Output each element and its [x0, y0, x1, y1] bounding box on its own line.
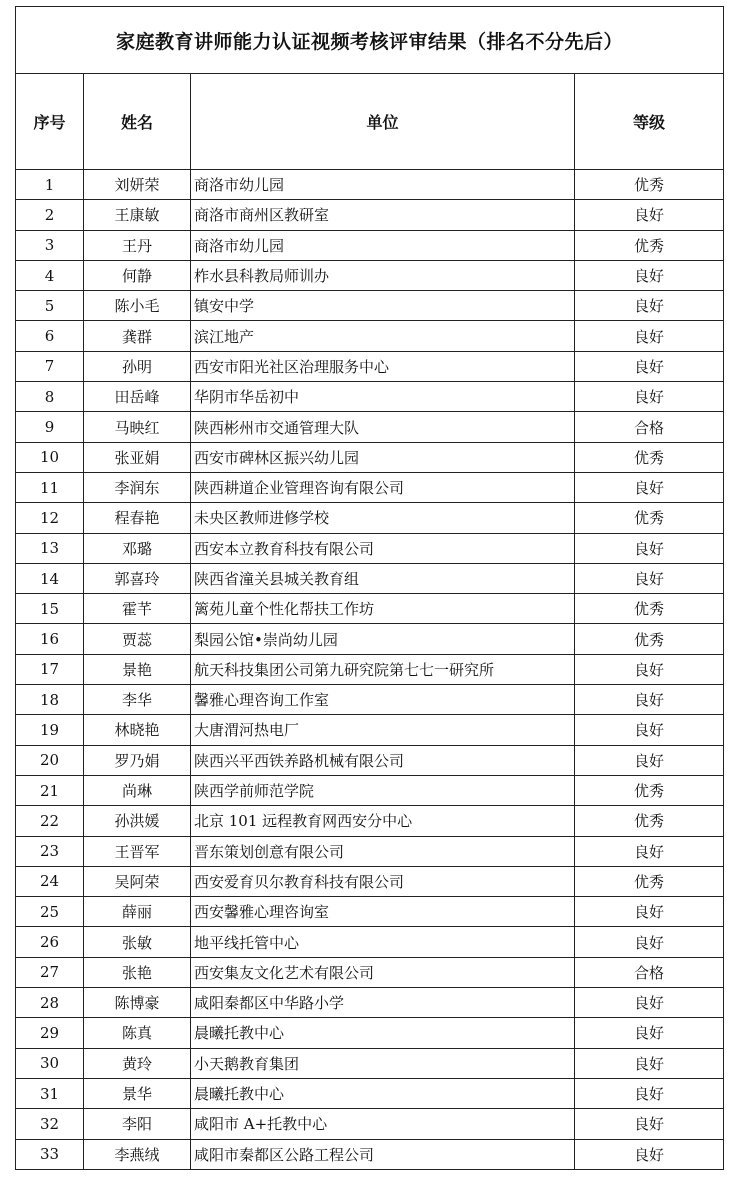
row-number: 14 [16, 563, 84, 593]
row-unit: 北京 101 远程教育网西安分中心 [191, 806, 575, 836]
row-grade: 良好 [575, 988, 724, 1018]
table-row [16, 654, 724, 684]
table-row [16, 927, 724, 957]
row-unit: 陕西兴平西铁养路机械有限公司 [191, 745, 575, 775]
row-name: 龚群 [84, 321, 191, 351]
row-grade: 良好 [575, 351, 724, 381]
table-row [16, 745, 724, 775]
row-name: 李润东 [84, 472, 191, 502]
row-grade: 优秀 [575, 442, 724, 472]
row-grade: 优秀 [575, 866, 724, 896]
row-grade: 优秀 [575, 230, 724, 260]
table-row [16, 715, 724, 745]
header-grade: 等级 [575, 74, 724, 170]
row-name: 罗乃娟 [84, 745, 191, 775]
row-unit: 篱苑儿童个性化帮扶工作坊 [191, 594, 575, 624]
row-grade: 良好 [575, 1139, 724, 1169]
table-row [16, 988, 724, 1018]
row-number: 19 [16, 715, 84, 745]
row-unit: 西安馨雅心理咨询室 [191, 897, 575, 927]
row-name: 张敏 [84, 927, 191, 957]
row-unit: 柞水县科教局师训办 [191, 260, 575, 290]
row-number: 33 [16, 1139, 84, 1169]
row-number: 12 [16, 503, 84, 533]
row-name: 薛丽 [84, 897, 191, 927]
row-name: 何静 [84, 260, 191, 290]
row-number: 6 [16, 321, 84, 351]
row-name: 霍芊 [84, 594, 191, 624]
row-name: 陈真 [84, 1018, 191, 1048]
row-unit: 西安本立教育科技有限公司 [191, 533, 575, 563]
row-grade: 良好 [575, 321, 724, 351]
row-unit: 商洛市商州区教研室 [191, 200, 575, 230]
row-grade: 优秀 [575, 775, 724, 805]
row-grade: 良好 [575, 260, 724, 290]
row-unit: 航天科技集团公司第九研究院第七七一研究所 [191, 654, 575, 684]
row-name: 程春艳 [84, 503, 191, 533]
row-unit: 华阴市华岳初中 [191, 382, 575, 412]
row-grade: 良好 [575, 1048, 724, 1078]
row-unit: 晨曦托教中心 [191, 1078, 575, 1108]
row-unit: 咸阳市 A+托教中心 [191, 1109, 575, 1139]
table-row [16, 685, 724, 715]
row-grade: 良好 [575, 1018, 724, 1048]
table-row [16, 170, 724, 200]
row-number: 32 [16, 1109, 84, 1139]
row-name: 张艳 [84, 957, 191, 987]
row-grade: 优秀 [575, 594, 724, 624]
row-unit: 滨江地产 [191, 321, 575, 351]
table-row [16, 594, 724, 624]
row-number: 23 [16, 836, 84, 866]
row-grade: 良好 [575, 533, 724, 563]
table-row [16, 866, 724, 896]
row-number: 30 [16, 1048, 84, 1078]
row-number: 24 [16, 866, 84, 896]
row-grade: 合格 [575, 412, 724, 442]
table-row [16, 533, 724, 563]
row-unit: 梨园公馆•崇尚幼儿园 [191, 624, 575, 654]
row-name: 郭喜玲 [84, 563, 191, 593]
row-number: 2 [16, 200, 84, 230]
header-name: 姓名 [84, 74, 191, 170]
results-document [15, 6, 723, 1170]
row-unit: 馨雅心理咨询工作室 [191, 685, 575, 715]
row-unit: 陕西学前师范学院 [191, 775, 575, 805]
row-unit: 晨曦托教中心 [191, 1018, 575, 1048]
table-row [16, 836, 724, 866]
results-table [15, 6, 724, 1170]
row-number: 15 [16, 594, 84, 624]
row-number: 27 [16, 957, 84, 987]
row-unit: 未央区教师进修学校 [191, 503, 575, 533]
row-grade: 优秀 [575, 624, 724, 654]
row-grade: 良好 [575, 382, 724, 412]
row-name: 景华 [84, 1078, 191, 1108]
row-name: 张亚娟 [84, 442, 191, 472]
row-grade: 良好 [575, 745, 724, 775]
table-row [16, 351, 724, 381]
row-unit: 商洛市幼儿园 [191, 170, 575, 200]
row-grade: 良好 [575, 685, 724, 715]
row-unit: 陕西耕道企业管理咨询有限公司 [191, 472, 575, 502]
row-unit: 咸阳市秦都区公路工程公司 [191, 1139, 575, 1169]
row-unit: 西安市碑林区振兴幼儿园 [191, 442, 575, 472]
row-number: 25 [16, 897, 84, 927]
table-row [16, 806, 724, 836]
table-row [16, 1048, 724, 1078]
row-name: 孙洪媛 [84, 806, 191, 836]
table-row [16, 1109, 724, 1139]
row-number: 8 [16, 382, 84, 412]
table-row [16, 957, 724, 987]
row-number: 16 [16, 624, 84, 654]
row-grade: 良好 [575, 897, 724, 927]
row-number: 21 [16, 775, 84, 805]
table-row [16, 1018, 724, 1048]
table-row [16, 382, 724, 412]
table-body [16, 170, 724, 1170]
row-unit: 西安爱育贝尔教育科技有限公司 [191, 866, 575, 896]
table-row [16, 775, 724, 805]
row-number: 10 [16, 442, 84, 472]
row-unit: 晋东策划创意有限公司 [191, 836, 575, 866]
row-name: 林晓艳 [84, 715, 191, 745]
table-row [16, 897, 724, 927]
row-grade: 良好 [575, 836, 724, 866]
row-unit: 陕西省潼关县城关教育组 [191, 563, 575, 593]
row-grade: 良好 [575, 291, 724, 321]
row-unit: 镇安中学 [191, 291, 575, 321]
row-number: 26 [16, 927, 84, 957]
row-unit: 西安市阳光社区治理服务中心 [191, 351, 575, 381]
document-title: 家庭教育讲师能力认证视频考核评审结果（排名不分先后） [16, 7, 724, 74]
table-row [16, 412, 724, 442]
row-grade: 良好 [575, 563, 724, 593]
row-number: 31 [16, 1078, 84, 1108]
row-unit: 陕西彬州市交通管理大队 [191, 412, 575, 442]
row-number: 5 [16, 291, 84, 321]
row-number: 18 [16, 685, 84, 715]
row-grade: 良好 [575, 1078, 724, 1108]
row-number: 4 [16, 260, 84, 290]
row-name: 李燕绒 [84, 1139, 191, 1169]
table-row [16, 321, 724, 351]
row-grade: 良好 [575, 200, 724, 230]
row-number: 17 [16, 654, 84, 684]
row-name: 贾蕊 [84, 624, 191, 654]
row-unit: 商洛市幼儿园 [191, 230, 575, 260]
table-row [16, 1078, 724, 1108]
row-name: 景艳 [84, 654, 191, 684]
row-grade: 良好 [575, 472, 724, 502]
row-number: 20 [16, 745, 84, 775]
table-row [16, 260, 724, 290]
row-number: 9 [16, 412, 84, 442]
row-unit: 小天鹅教育集团 [191, 1048, 575, 1078]
row-name: 王丹 [84, 230, 191, 260]
row-grade: 良好 [575, 1109, 724, 1139]
table-row [16, 442, 724, 472]
row-name: 王康敏 [84, 200, 191, 230]
table-row [16, 200, 724, 230]
row-name: 王晋军 [84, 836, 191, 866]
row-number: 3 [16, 230, 84, 260]
row-number: 11 [16, 472, 84, 502]
row-name: 田岳峰 [84, 382, 191, 412]
row-grade: 良好 [575, 715, 724, 745]
row-grade: 优秀 [575, 503, 724, 533]
row-number: 13 [16, 533, 84, 563]
row-unit: 大唐渭河热电厂 [191, 715, 575, 745]
table-row [16, 563, 724, 593]
row-name: 刘妍荣 [84, 170, 191, 200]
row-unit: 地平线托管中心 [191, 927, 575, 957]
table-row [16, 230, 724, 260]
header-unit: 单位 [191, 74, 575, 170]
row-grade: 优秀 [575, 806, 724, 836]
row-number: 1 [16, 170, 84, 200]
row-name: 李阳 [84, 1109, 191, 1139]
table-row [16, 1139, 724, 1169]
row-name: 马映红 [84, 412, 191, 442]
row-grade: 合格 [575, 957, 724, 987]
row-name: 吴阿荣 [84, 866, 191, 896]
row-grade: 良好 [575, 654, 724, 684]
table-row [16, 624, 724, 654]
row-number: 28 [16, 988, 84, 1018]
row-name: 孙明 [84, 351, 191, 381]
header-no: 序号 [16, 74, 84, 170]
row-name: 李华 [84, 685, 191, 715]
row-name: 陈博豪 [84, 988, 191, 1018]
table-row [16, 472, 724, 502]
row-name: 黄玲 [84, 1048, 191, 1078]
row-unit: 西安集友文化艺术有限公司 [191, 957, 575, 987]
row-name: 邓璐 [84, 533, 191, 563]
table-row [16, 503, 724, 533]
table-row [16, 291, 724, 321]
row-number: 7 [16, 351, 84, 381]
row-number: 22 [16, 806, 84, 836]
row-grade: 优秀 [575, 170, 724, 200]
row-grade: 良好 [575, 927, 724, 957]
row-name: 陈小毛 [84, 291, 191, 321]
header-row [16, 74, 724, 170]
row-number: 29 [16, 1018, 84, 1048]
row-name: 尚琳 [84, 775, 191, 805]
row-unit: 咸阳秦都区中华路小学 [191, 988, 575, 1018]
